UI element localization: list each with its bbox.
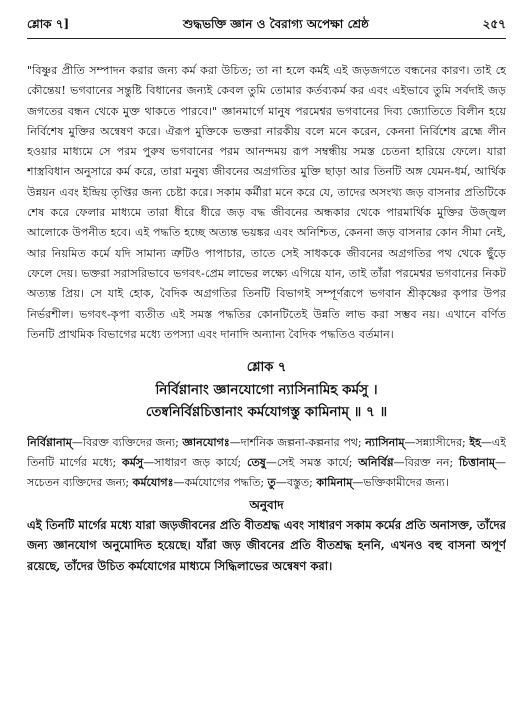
synonym-meaning: —সন্ন্যাসীদের; <box>404 436 470 450</box>
synonym-meaning: —দার্শনিক জল্পনা-কল্পনার পথ; <box>229 436 366 450</box>
verse-title: শ্লোক ৭ <box>246 360 287 376</box>
book-page <box>27 16 506 706</box>
verse-line-1: নির্বিণ্ণানাং জ্ঞানযোগো ন্যাসিনামিহ কর্মসু । <box>155 382 378 399</box>
synonym-word: তেষু <box>247 456 266 470</box>
page-header <box>27 16 506 39</box>
synonym-word: ইহ <box>469 436 481 450</box>
page-number: ২৫৭ <box>482 17 506 31</box>
synonym-meaning: —বিরক্ত নন; <box>393 456 459 470</box>
synonym-meaning: —এই তিনটি মার্গের মধ্যে; <box>27 436 506 470</box>
synonym-word: কর্মসু <box>122 456 144 470</box>
verse-block <box>27 357 506 423</box>
synonym-meaning: —বিরক্ত ব্যক্তিদের জন্য; <box>71 436 183 450</box>
synonym-meaning: —সেই সমস্ত কার্যে; <box>265 456 359 470</box>
synonyms <box>27 433 506 493</box>
synonym-word: ন্যাসিনাম্ <box>365 436 405 450</box>
synonym-meaning: —বস্তুত; <box>275 476 317 490</box>
purport-paragraph: "বিষ্ণুর প্রীতি সম্পাদন করার জন্য কর্ম করা উচিত; তা না হলে কর্মই এই জড়জগতে বন্ধনের কারণ। তাই হে কৌন্তেয়! ভগবানের সন্তুষ্টি বিধানের জন্যই কেবল তুমি তোমার কর্তব্যকর্ম কর এবং এইভাবে তুমি সর্বদাই জড় জগতের বন্ধন থেকে মুক্ত থাকতে পারবে।" জ্ঞানমার্গে মানুষ পরমেশ্বর ভগবানের দিব্য জ্যোতিতে বিলীন হয়ে নির্বিশেষ মুক্তির অন্বেষণ করে। ঐরূপ মুক্তিকে ভক্তরা নারকীয় বলে মনে করেন, কেননা নির্বিশেষ ব্রহ্মে লীন হওয়ার মাধ্যমে সে পরম পুরুষ ভগবানের পরম আনন্দময় রূপ সম্বন্ধীয় সমস্ত চেতনা হারিয়ে ফেলে। যারা শাস্ত্রবিধান অনুসারে কর্ম করে, তারা মনুষ্য জীবনের অগ্রগতির মুক্তি ছাড়া আর তিনটি অঙ্গ যেমন-ধর্ম, আর্থিক উন্নয়ন এবং ইন্দ্রিয় তৃপ্তির জন্য চেষ্টা করে। সকাম কর্মীরা মনে করে যে, তাদের অসংখ্য জড় বাসনার প্রতিটিকে শেষ করে ফেলার মাধ্যমে তারা ধীরে ধীরে জড় বদ্ধ জীবনের অন্ধকার থেকে পারমার্থিক মুক্তির উজ্জ্বল আলোকে উপনীত হবে। এই পদ্ধতি হচ্ছে অত্যন্ত ভয়ঙ্কর এবং অনিশ্চিত, কেননা জড় বাসনার কোন সীমা নেই, আর নিয়মিত কর্মে যদি সামান্য ত্রুটিও পাপাচার, তাতে সেই সাধককে জীবনের অগ্রগতির পথ থেকে ছুঁড়ে ফেলে দেয়। ভক্তরা সরাসরিভাবে ভগবৎ-প্রেম লাভের লক্ষ্যে এগিয়ে যান, তাই তাঁরা পরমেশ্বর ভগবানের নিকট অত্যন্ত প্রিয়। সে যাই হোক, বৈদিক অগ্রগতির তিনটি বিভাগই সম্পূর্ণরূপে ভগবান শ্রীকৃষ্ণের কৃপার উপর নির্ভরশীল। ভগবৎ-কৃপা ব্যতীত এই সমস্ত পদ্ধতির কোনটিতেই উন্নতি লাভ করা সম্ভব নয়। এখানে বর্ণিত তিনটি প্রাথমিক বিভাগের মধ্যে তপস্যা এবং দানাদি অন্যান্য বৈদিক পদ্ধতিও বর্তমান। <box>27 64 506 341</box>
synonym-word: চিত্তানাম্ <box>459 456 496 470</box>
verse-line-2: তেষ্বনির্বিণ্ণচিত্তানাং কর্মযোগস্তু কামিনাম্ ॥ ৭ ॥ <box>145 404 388 421</box>
synonym-word: জ্ঞানযোগঃ <box>182 436 230 450</box>
synonym-word: তু <box>267 476 276 490</box>
synonym-meaning: —ভক্তিকামীদের জন্য। <box>352 476 449 490</box>
translation-title: অনুবাদ <box>249 498 284 513</box>
synonym-meaning: —কর্মযোগের পদ্ধতি; <box>173 476 268 490</box>
synonym-meaning: —সাধারণ জড় কার্যে; <box>143 456 248 470</box>
translation-paragraph: এই তিনটি মার্গের মধ্যে যারা জড়জীবনের প্রতি বীতশ্রদ্ধ এবং সাধারণ সকাম কর্মের প্রতি অনাসক্ত, তাঁদের জন্য জ্ঞানযোগ অনুমোদিত হয়েছে। যাঁরা জড় জীবনের প্রতি বীতশ্রদ্ধ হননি, এখনও বহু বাসনা অপূর্ণ রয়েছে, তাঁদের উচিত কর্মযোগের মাধ্যমে সিদ্ধিলাভের অন্বেষণ করা। <box>27 518 506 573</box>
synonym-word: কর্মযোগঃ <box>132 476 174 490</box>
chapter-title: শুদ্ধভক্তি জ্ঞান ও বৈরাগ্য অপেক্ষা শ্রেষ্ঠ <box>182 17 369 31</box>
synonym-word: নির্বিণ্ণানাম্ <box>27 436 72 450</box>
synonym-word: কামিনাম্ <box>316 476 353 490</box>
synonym-word: অনির্বিণ্ণ <box>358 456 394 470</box>
verse-reference: শ্লোক ৭] <box>27 17 70 31</box>
synonym-meaning: —সচেতন ব্যক্তিদের জন্য; <box>27 456 506 490</box>
